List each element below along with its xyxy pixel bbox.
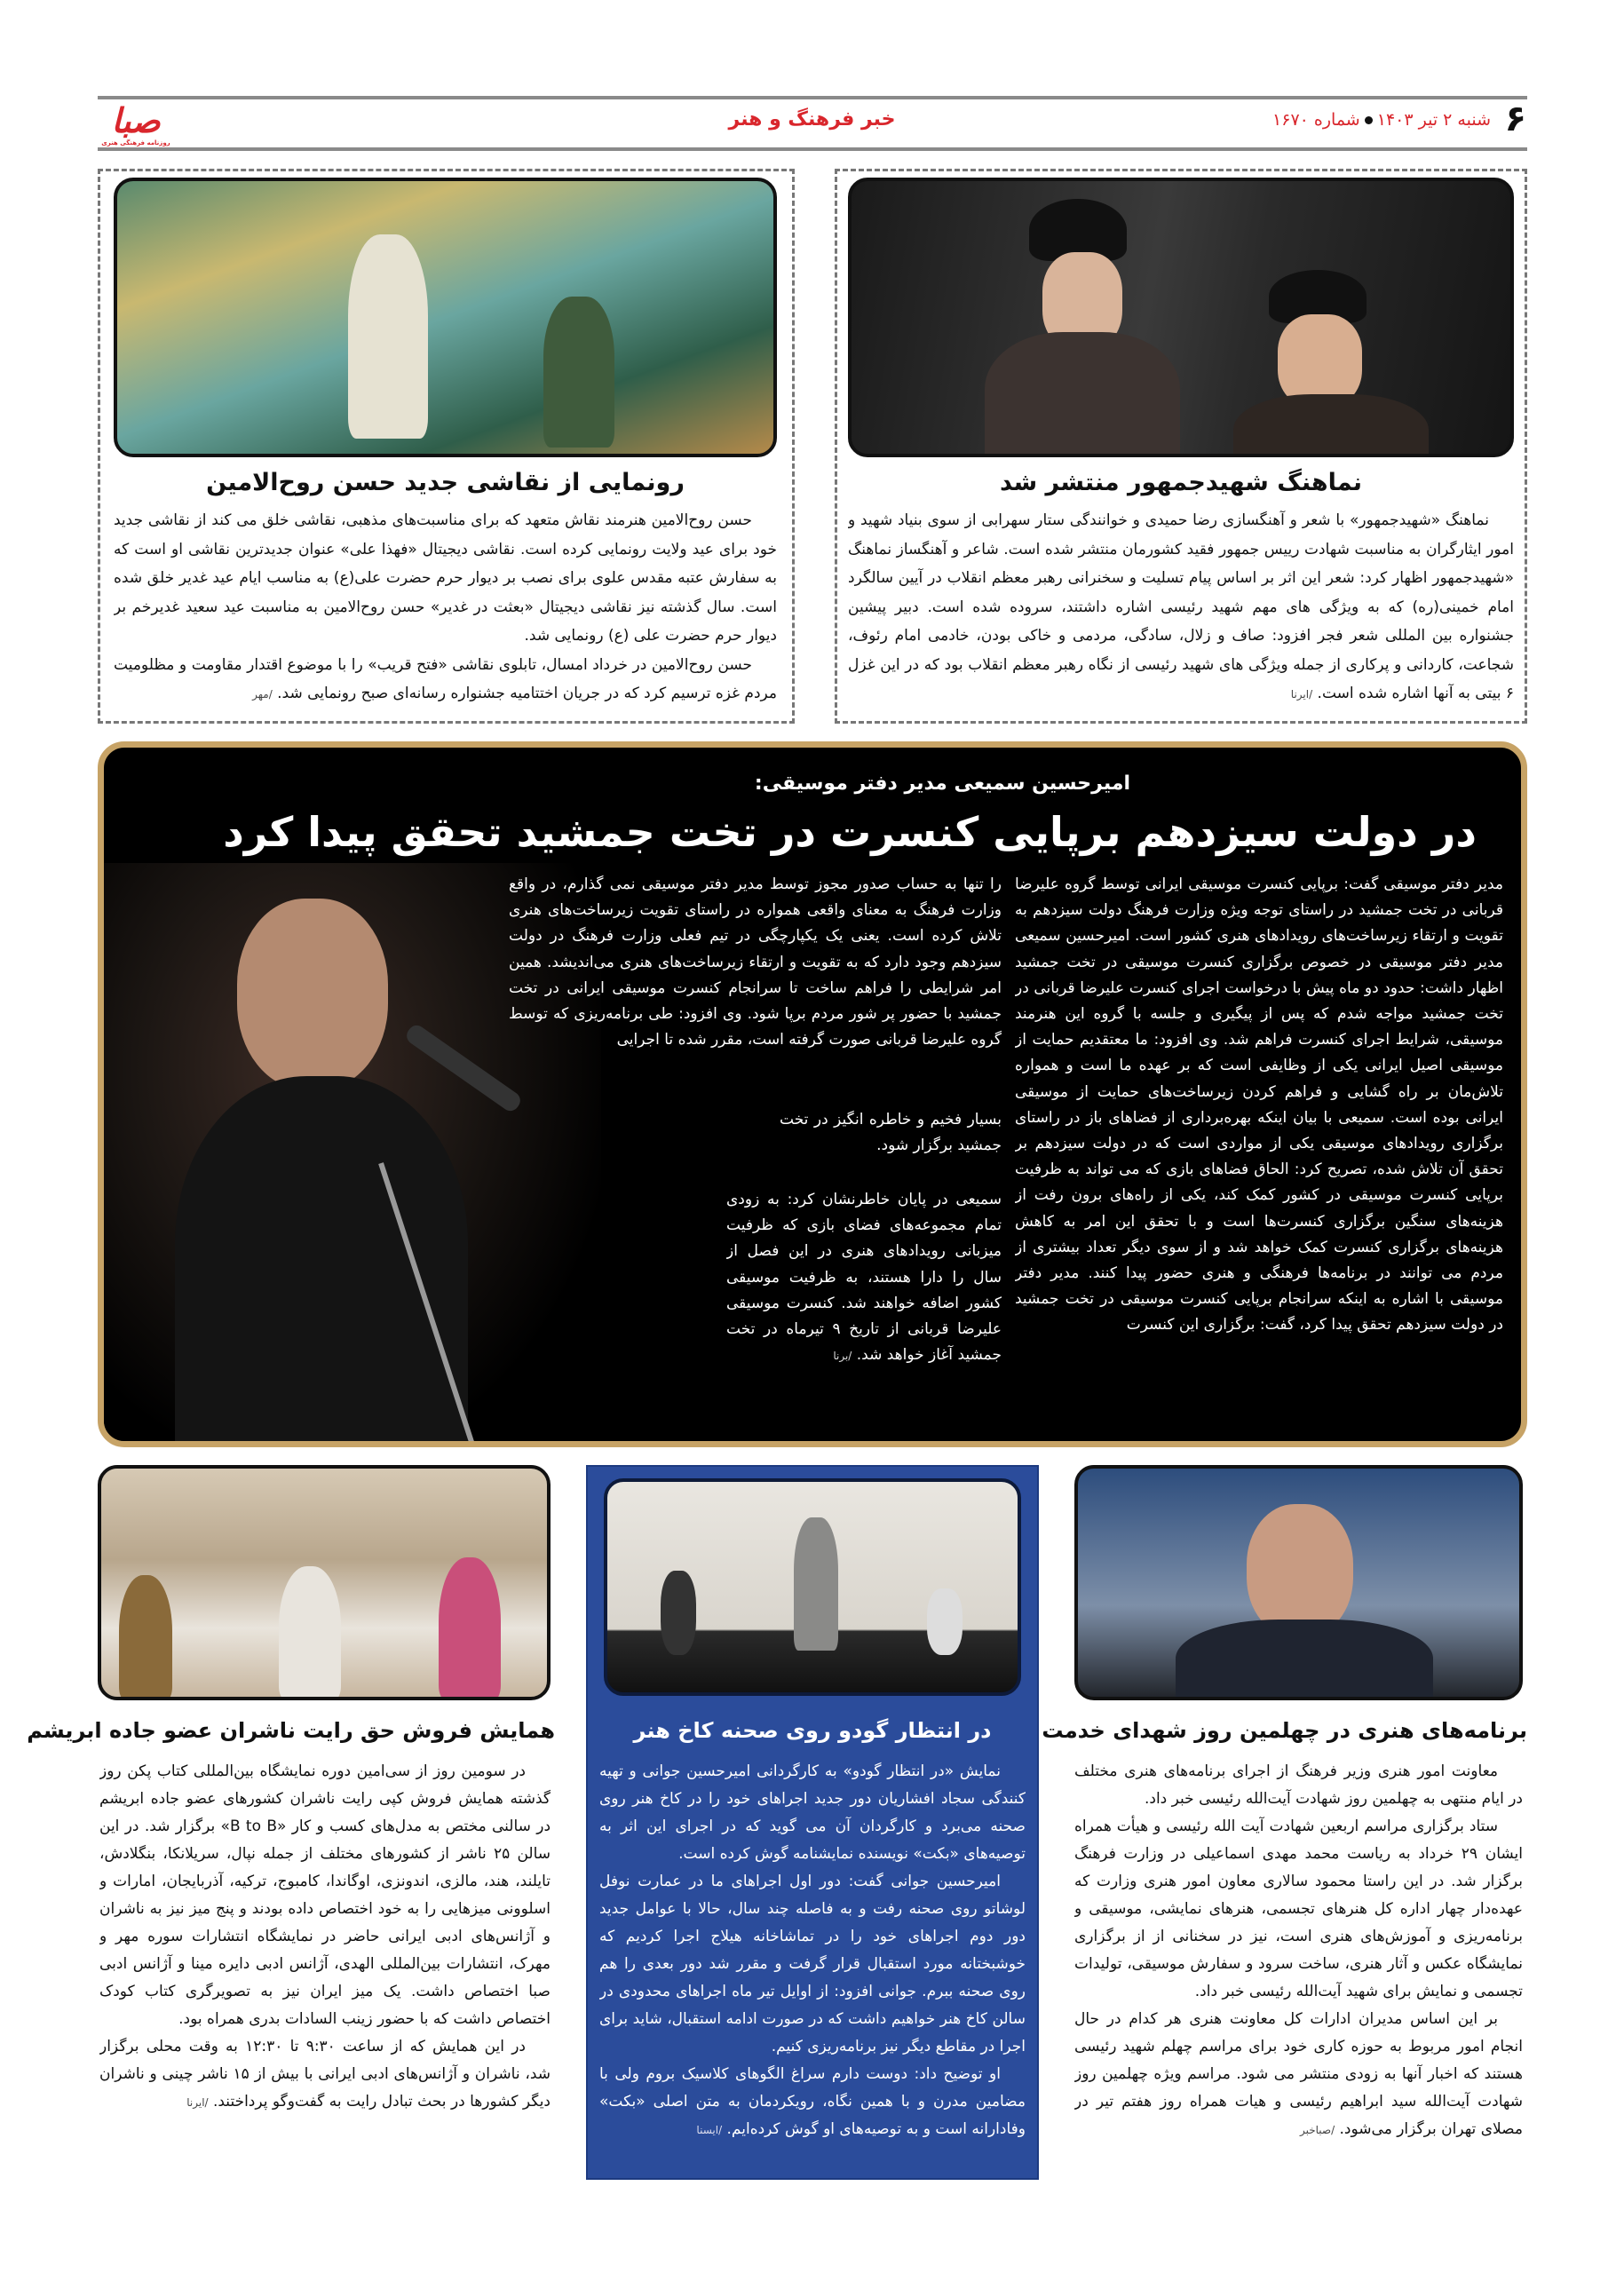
godot-paragraph-3: او توضیح داد: دوست دارم سراغ الگوهای کلاسیک بروم ولی با مضامین مدرن و با همین نگاه، رویکردمان به متن اصلی «بکت» وفادارانه است و به توصیه‌های او گوش کرده‌ایم. <box>599 2065 1026 2138</box>
feature-article <box>98 741 1527 1447</box>
figure-shape <box>348 234 428 439</box>
anthem-headline: نماهنگ شهیدجمهور منتشر شد <box>1000 469 1362 496</box>
silkroad-headline: همایش فروش حق رایت ناشران عضو جاده ابریشم <box>27 1718 555 1743</box>
martyrs-paragraph-1: معاونت امور هنری وزیر فرهنگ از اجرای برنامه‌های هنری مختلف در ایام منتهی به چهلمین روز شهادت آیت‌الله رئیسی خبر داد. <box>1074 1762 1523 1808</box>
godot-stage-photo <box>604 1478 1021 1696</box>
painting-photo <box>114 178 777 457</box>
martyrs-paragraph-3: بر این اساس مدیران ادارات کل معاونت هنری هر کدام در حال انجام امور مربوط به حوزه کاری خود برای مراسم چهلم شهید رئیسی هستند که اخبار آنها به زودی منتشر می شود. مراسم ویژه چهلمین روز شهادت آیت‌الله سید ابراهیم رئیسی و هیات همراه روز هفتم تیر در مصلای تهران برگزار می‌شود. <box>1074 2010 1523 2138</box>
martyrs-source: /صباخبر <box>1299 2124 1335 2136</box>
silkroad-paragraph-1: در سومین روز از سی‌امین دوره نمایشگاه بین‌المللی کتاب پکن روز گذشته همایش فروش کپی رایت ناشران کشورهای عضو جاده ابریشم در سالنی مختص به مدل‌های کسب و کار «B to B» برگزار شد. در این سالن ۲۵ ناشر از کشورهای مختلف از جمله نپال، سریلانکا، بنگلادش، تایلند، هند، مالزی، اندونزی، اوگاندا، کامبوج، ترکیه، آذربایجان، امارات و اسلوونی میزهایی را به خود اختصاص داده بودند و پنج میز نیز به ناشران و آژانس‌های ادبی ایرانی حاضر در نمایشگاه انتشارات سوره مهر و مهرک، انتشارات بین‌المللی الهدی، آژانس ادبی دایره مینا و آژانس ادبی صبا اختصاص داشت. یک میز ایران نیز به تصویرگری کتاب کودک اختصاص داشت که با حضور زینب السادات بدری همراه بود. <box>99 1762 551 2028</box>
bullet-icon <box>1365 116 1373 124</box>
martyrs-paragraph-2: ستاد برگزاری مراسم اربعین شهادت آیت الله رئیسی و هیأت همراه ایشان ۲۹ خرداد به ریاست محمد مهدی اسماعیلی در وزارت فرهنگ برگزار شد. در این راستا محمود سالاری معاون امور هنری وزارت که عهده‌دار چهار اداره کل هنرهای تجسمی، هنرهای نمایشی، موسیقی و برنامه‌ریزی و آموزش‌های هنری است، نیز در سخنانی از از برگزاری نمایشگاه عکس و آثار هنری، ساخت سرود و سفارش موسیقی، تولیدات تجسمی و نمایش برای شهید آیت‌الله رئیسی خبر داد. <box>1074 1818 1523 2000</box>
issue-number: شماره ۱۶۷۰ <box>1272 110 1360 130</box>
feature-column-2a: را تنها به حساب صدور مجوز توسط مدیر دفتر موسیقی نمی گذارم، در واقع وزارت فرهنگ به معنای واقعی همواره در راستای تقویت زیرساخت‌های هنری تلاش کرده است. یعنی یک یکپارچگی در تیم فعلی وزارت فرهنگ در دولت سیزدهم وجود دارد که به تقویت و ارتقاء زیرساخت‌های هنری می‌اندیشد. همین امر شرایطی را فراهم ساخت تا سرانجام کنسرت موسیقی ایرانی در تخت جمشید با حضور پر شور مردم برپا شود. وی افزود: طی برنامه‌ریزی که توسط گروه علیرضا قربانی صورت گرفته است، مقرر شده تا اجرایی <box>509 875 1002 1049</box>
painting-paragraph-1: حسن روح‌الامین هنرمند نقاش متعهد که برای مناسبت‌های مذهبی، نقاشی خلق می کند از نقاشی جدید خود برای عید ولایت رونمایی کرده است. نقاشی دیجیتال «فهذا علی» عنوان جدیدترین نقاشی او است که به سفارش عتبه مقدس علوی برای نصب بر دیوار حرم حضرت علی(ع) به مناسب ایام عید غدیر خلق شده است. سال گذشته نیز نقاشی دیجیتال «بعثت در غدیر» حسن روح‌الامین به مناسبت عید سعید غدیرخم بر دیوار حرم حضرت علی (ع) رونمایی شد. <box>114 511 777 645</box>
logo-subtitle: روزنامه فرهنگی هنری <box>101 139 170 147</box>
official-photo <box>1074 1465 1523 1700</box>
feature-source: /برنا <box>833 1350 852 1363</box>
silkroad-source: /ایرنا <box>186 2096 209 2109</box>
attendee-shape-2 <box>439 1557 501 1699</box>
godot-paragraph-1: نمایش «در انتظار گودو» به کارگردانی امیرحسین جوانی و تهیه کنندگی سجاد افشاریان دور جدید اجراهای خود را در کاخ هنر روی صحنه می‌برد و کارگردان آن می گوید که در اجرای این اثر به توصیه‌های «بکت» نویسنده نمایشنامه گوش کرده است. <box>599 1762 1026 1863</box>
official-suit-shape <box>1176 1620 1433 1700</box>
logo-text: صبا <box>111 101 161 140</box>
painting-body <box>114 506 777 719</box>
anthem-text: نماهنگ «شهیدجمهور» با شعر و آهنگسازی رضا حمیدی و خوانندگی ستار سهرابی از سوی بنیاد شهید و امور ایثارگران به مناسبت شهادت رییس جمهور فقید کشورمان منتشر شده است. شاعر و آهنگساز نماهنگ «شهیدجمهور اظهار کرد: شعر این اثر بر اساس پیام تسلیت و سخنرانی رهبر معظم انقلاب در آیین سالگرد امام خمینی(ره) که به ویژگی های مهم شهید رئیسی اشاره داشتند، سروده شده است. دبیر پیشین جشنواره بین المللی شعر فجر افزود: صاف و زلال، سادگی، مردمی و خاکی بودن، خادمی امام رئوف، شجاعت، کاردانی و پرکاری از جمله ویژگی های شهید رئیسی از نگاه رهبر معظم انقلاب بود که در این غزل ۶ بیتی به آنها اشاره شده است. <box>848 511 1514 702</box>
cloak-shape-2 <box>1233 394 1429 457</box>
section-title: خبر فرهنگ و هنر <box>728 108 896 131</box>
book-fair-photo <box>98 1465 551 1700</box>
actor-shape <box>794 1517 838 1651</box>
feature-column-1: مدیر دفتر موسیقی گفت: برپایی کنسرت موسیقی ایرانی توسط گروه علیرضا قربانی در تخت جمشید در راستای توجه ویژه وزارت فرهنگ دولت سیزدهم به تقویت و ارتقاء زیرساخت‌های رویدادهای هنری کشور است. امیرحسین سمیعی مدیر دفتر موسیقی در خصوص برگزاری کنسرت موسیقی در تخت جمشید اظهار داشت: حدود دو ماه پیش با درخواست اجرای کنسرت علیرضا قربانی در تخت جمشید مواجه شدم که پس از پیگیری و جلسه با گروه این هنرمند موسیقی، شرایط اجرای کنسرت فراهم شد. وی افزود: ما معتقدیم حمایت از موسیقی اصیل ایرانی یکی از وظایفی است که بر عهده ما است و همواره تلاش‌مان بر راه گشایی و فراهم کردن زیرساخت‌های حمایت از موسیقی ایرانی بوده است. سمیعی با بیان اینکه بهره‌برداری از فضاهای باز در راستای برگزاری رویدادهای موسیقی یکی از مواردی است که در دولت سیزدهم بر تحقق آن تلاش شده، تصریح کرد: الحاق فضاهای بازی که می تواند به ظرفیت برپایی کنسرت موسیقی در کشور کمک کند، یکی از راه‌های برون رفت از هزینه‌های سنگین برگزاری کنسرت‌ها است و با تحقق این امر به کاهش هزینه‌های برگزاری کنسرت کمک خواهد شد و از سوی دیگر تعداد بیشتری از مردم می توانند در برنامه‌ها فرهنگی و هنری حضور پیدا کنند. مدیر دفتر موسیقی با اشاره به اینکه سرانجام برپایی کنسرت موسیقی در تخت جمشید در دولت سیزدهم تحقق پیدا کرد، گفت: برگزاری این کنسرت <box>1015 875 1503 1334</box>
feature-column-2b: بسیار فخیم و خاطره انگیز در تخت جمشید برگزار شود. <box>780 1111 1002 1155</box>
godot-body <box>599 1758 1026 2171</box>
official-face-shape <box>1247 1504 1353 1637</box>
feature-headline: در دولت سیزدهم برپایی کنسرت در تخت جمشید تحقق پیدا کرد <box>223 808 1477 856</box>
godot-source: /ایسنا <box>696 2124 723 2136</box>
feature-column-2c: سمیعی در پایان خاطرنشان کرد: به زودی تمام مجموعه‌های فضای بازی که ظرفیت میزبانی رویدادهای هنری در این فصل از سال را دارا هستند، به ظرفیت موسیقی کشور اضافه خواهند شد. کنسرت موسیقی علیرضا قربانی از تاریخ ۹ تیرماه در تخت جمشید آغاز خواهد شد. <box>726 1191 1002 1365</box>
painting-source: /مهر <box>252 688 273 701</box>
godot-paragraph-2: امیرحسین جوانی گفت: دور اول اجراهای ما در عمارت نوفل لوشاتو روی صحنه رفت و به فاصله چند سال، حالا با عوامل جدید دور دوم اجراهای خود را در تماشاخانه هیلاج اجرا کردیم که خوشبختانه مورد استقبال قرار گرفت و مقرر شد دور بعدی را هم روی صحنه ببرم. جوانی افزود: از اوایل تیر ماه اجراهای محدودی در سالن کاخ هنر خواهیم داشت که در صورت ادامه استقبال، شاید برای اجرا در مقاطع دیگر نیز برنامه‌ریزی کنیم. <box>599 1873 1026 2055</box>
actor-shape-2 <box>661 1571 696 1655</box>
cloak-shape <box>985 332 1180 457</box>
anthem-body <box>848 506 1514 719</box>
martyrs-body <box>1074 1758 1523 2175</box>
martyrs-headline: برنامه‌های هنری در چهلمین روز شهدای خدمت <box>1042 1718 1527 1743</box>
silkroad-body <box>99 1758 551 2175</box>
godot-headline: در انتظار گودو روی صحنه کاخ هنر <box>633 1718 992 1743</box>
painting-headline: رونمایی از نقاشی جدید حسن روح‌الامین <box>206 469 685 496</box>
actor-shape-3 <box>927 1588 963 1655</box>
page-number: ۶ <box>1504 99 1526 139</box>
attendee-shape <box>279 1566 341 1699</box>
issue-date: شنبه ۲ تیر ۱۴۰۳ <box>1376 110 1491 130</box>
figure-shape-2 <box>543 297 614 447</box>
silkroad-paragraph-2: در این همایش که از ساعت ۹:۳۰ تا ۱۲:۳۰ به وقت محلی برگزار شد، ناشران و آژانس‌های ادبی ایرانی با بیش از ۱۵ ناشر چینی و ناشران دیگر کشورها در بحث تبادل رایت به گفت‌وگو پرداختند. <box>99 2038 551 2111</box>
feature-kicker: امیرحسین سمیعی مدیر دفتر موسیقی: <box>754 772 1130 795</box>
singer-face-shape <box>237 899 388 1089</box>
painting-paragraph-2: حسن روح‌الامین در خرداد امسال، تابلوی نقاشی «فتح قریب» را با موضوع اقتدار مقاومت و مظلومیت مردم غزه ترسیم کرد که در جریان اختتامیه جشنواره رسانه‌ای صبح رونمایی شد. <box>114 655 777 702</box>
singer-body-shape <box>175 1076 468 1447</box>
attendee-shape-3 <box>119 1575 172 1699</box>
dateline <box>1272 110 1491 130</box>
header-top-rule <box>98 96 1527 99</box>
anthem-source: /ایرنا <box>1290 688 1313 701</box>
header-bottom-rule <box>98 147 1527 151</box>
anthem-photo <box>848 178 1514 457</box>
microphone-shape <box>403 1022 523 1114</box>
